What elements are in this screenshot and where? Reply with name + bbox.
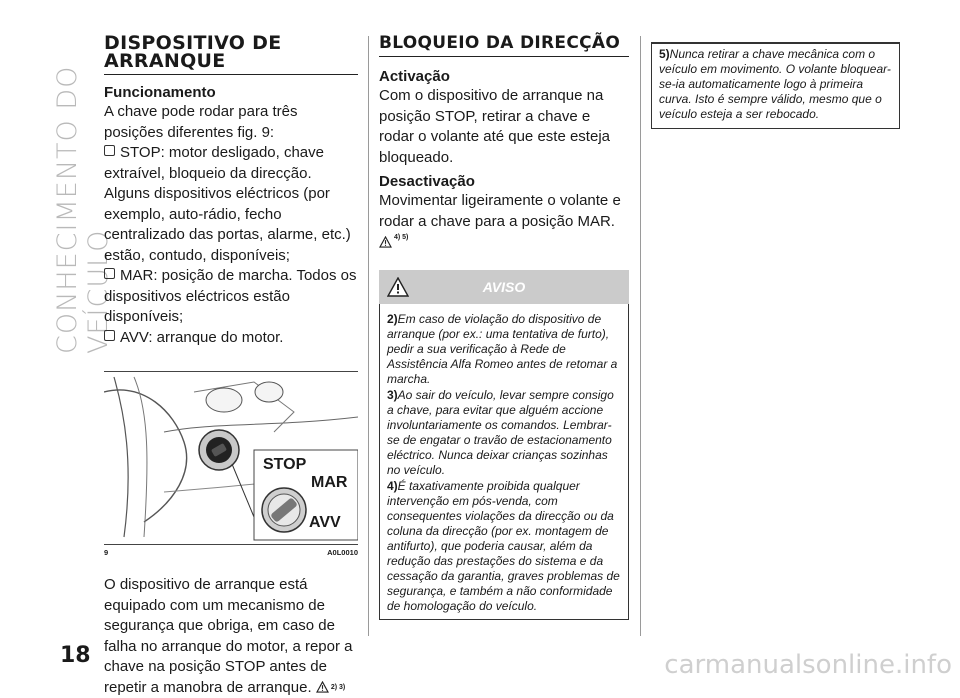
section-title bbox=[379, 34, 629, 57]
warning-number: 3) bbox=[387, 388, 398, 402]
list-item bbox=[104, 328, 358, 349]
figure-ignition-switch bbox=[104, 371, 358, 545]
warning-icon bbox=[379, 236, 392, 248]
list-item bbox=[104, 266, 358, 328]
warning-text: Ao sair do veículo, levar sempre consigo a chave, para evitar que alguém accione involuntariamente os comandos. Lembrar-se de engatar o travão de estacionamento eléctrico. Nunca deixar crianças sozinhas no veículo. bbox=[387, 388, 614, 477]
closing-paragraph bbox=[104, 575, 358, 698]
list-item-text: STOP: motor desligado, chave extraível, bloqueio da direcção. Alguns dispositivos eléctricos (por exemplo, auto-rádio, fecho centralizado das portas, alarme, etc.) estão, contudo, disponíveis; bbox=[104, 144, 351, 264]
subheading-funcionamento: Funcionamento bbox=[104, 84, 216, 101]
aviso-header bbox=[379, 270, 629, 304]
warning-text: Em caso de violação do dispositivo de arranque (por ex.: uma tentativa de furto), pedir a sua verificação à Rede de Assistência Alfa Romeo antes de retomar a marcha. bbox=[387, 312, 618, 386]
warning-item bbox=[387, 312, 621, 387]
column-ignition bbox=[104, 34, 358, 698]
figure-label-stop: STOP bbox=[263, 456, 307, 473]
desactivacao-paragraph: Movimentar ligeiramente o volante e rodar a chave para a posição MAR. bbox=[379, 192, 621, 230]
note-number: 5) bbox=[659, 47, 670, 61]
figure-code: A0L0010 bbox=[327, 548, 358, 557]
figure-caption bbox=[104, 548, 358, 557]
bullet-icon bbox=[104, 330, 115, 341]
warning-ref-line bbox=[379, 234, 629, 252]
intro-paragraph: A chave pode rodar para três posições diferentes fig. 9: bbox=[104, 103, 298, 141]
page-number: 18 bbox=[60, 643, 91, 668]
side-section-title: CONHECIMENTO DO VEÍCULO bbox=[52, 65, 114, 354]
activacao-paragraph: Com o dispositivo de arranque na posição STOP, retirar a chave e rodar o volante até que este esteja bloqueado. bbox=[379, 87, 610, 166]
warning-text: É taxativamente proibida qualquer intervenção em pós-venda, com consequentes violações da direcção ou da coluna da direcção (por ex. montagem de antifurto), que poderia causar, além da redução das prestações do sistema e da cessação da garantia, graves problemas de segurança, e também a não conformidade de homologação do veículo. bbox=[387, 479, 620, 613]
figure-label-avv: AVV bbox=[309, 514, 341, 531]
column-divider bbox=[640, 36, 641, 636]
title-line-1: DISPOSITIVO DE bbox=[104, 32, 282, 54]
aviso-box bbox=[379, 304, 629, 620]
figure-label-mar: MAR bbox=[311, 474, 348, 491]
warning-item bbox=[387, 479, 621, 614]
column-steering-lock bbox=[379, 34, 629, 620]
list-item-text: MAR: posição de marcha. Todos os dispositivos eléctricos estão disponíveis; bbox=[104, 267, 357, 325]
figure-number: 9 bbox=[104, 548, 109, 557]
column-notes bbox=[651, 42, 900, 129]
list-item-text: AVV: arranque do motor. bbox=[120, 328, 284, 346]
note-text: Nunca retirar a chave mecânica com o veículo em movimento. O volante bloquear-se-ia automaticamente logo à primeira curva. Isto é sempre válido, mesmo que o veículo esteja a ser rebocado. bbox=[659, 47, 891, 121]
warning-item bbox=[387, 388, 621, 478]
warning-number: 4) bbox=[387, 479, 398, 493]
bullet-icon bbox=[104, 145, 115, 156]
title-line-2: ARRANQUE bbox=[104, 50, 226, 72]
watermark: carmanualsonline.info bbox=[664, 650, 952, 680]
warning-refs: 2) 3) bbox=[330, 683, 346, 691]
closing-text: O dispositivo de arranque está equipado com um mecanismo de segurança que obriga, em caso de falha no arranque do motor, a repor a chave na posição STOP antes de repetir a manobra de arranque. bbox=[104, 576, 353, 696]
column-divider bbox=[368, 36, 369, 636]
bullet-icon bbox=[104, 268, 115, 279]
subheading-desactivacao: Desactivação bbox=[379, 173, 475, 190]
list-item bbox=[104, 143, 358, 266]
aviso-title: AVISO bbox=[482, 279, 526, 295]
warning-number: 2) bbox=[387, 312, 398, 326]
section-title bbox=[104, 34, 358, 75]
subheading-activacao: Activação bbox=[379, 68, 450, 85]
title-steering-lock: BLOQUEIO DA DIRECÇÃO bbox=[379, 33, 621, 53]
warning-icon bbox=[316, 681, 329, 693]
warning-refs: 4) 5) bbox=[394, 234, 409, 241]
note-box bbox=[651, 42, 900, 129]
